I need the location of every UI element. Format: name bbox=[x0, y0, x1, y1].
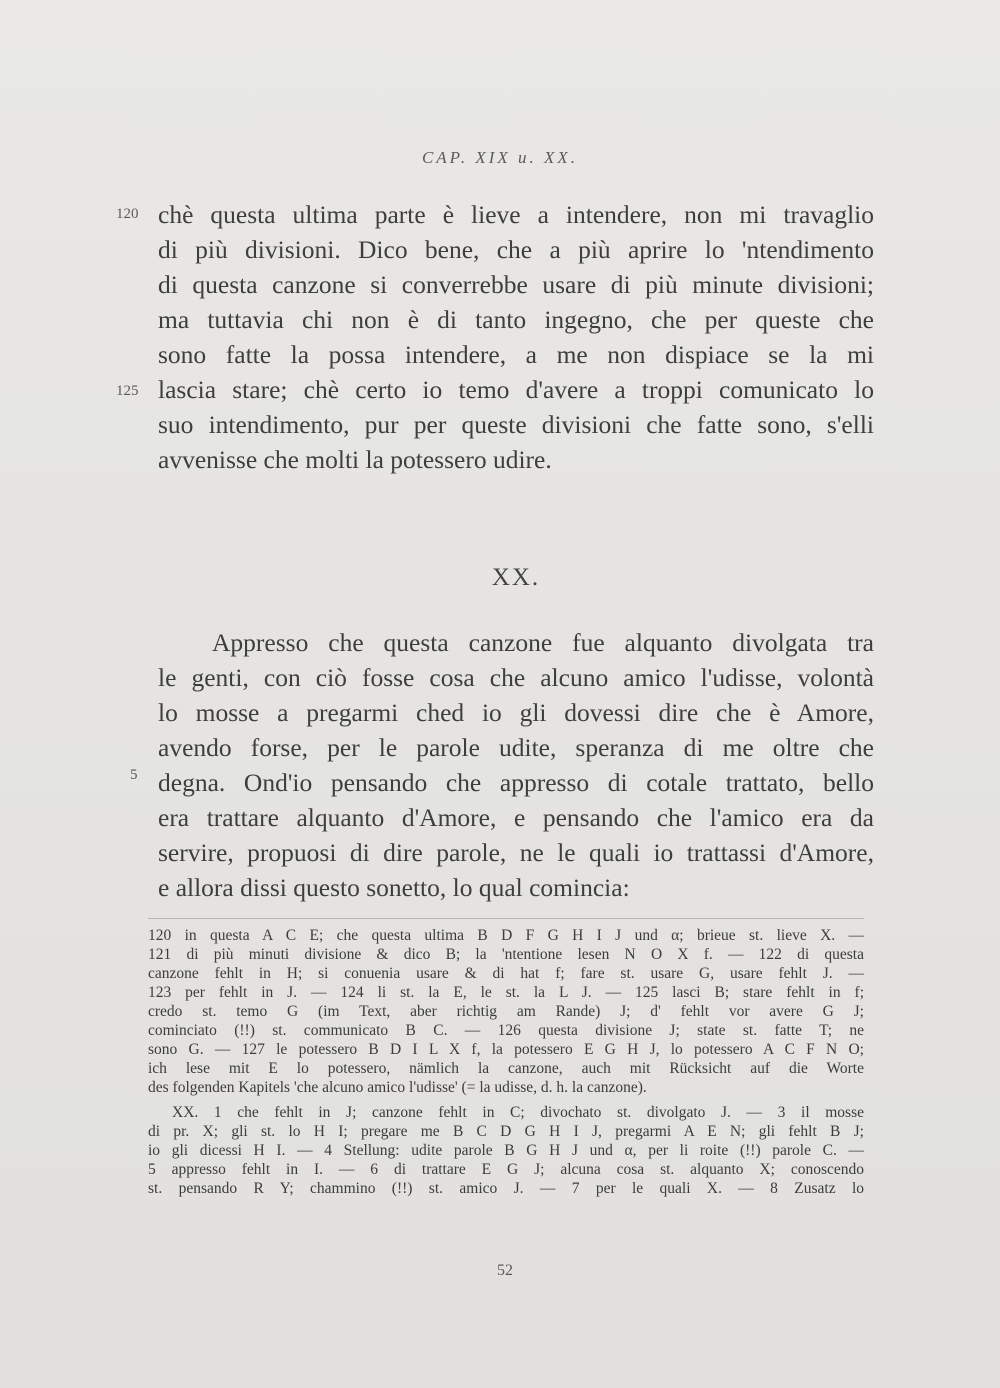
note-line: 123 per fehlt in J. — 124 li st. la E, le st. la L J. — 125 lasci B; stare fehlt in f; bbox=[148, 984, 864, 1001]
note-line: 5 appresso fehlt in I. — 6 di trattare E G J; alcuna cosa st. alquanto X; conoscendo bbox=[148, 1161, 864, 1178]
text-line: avvenisse che molti la potessero udire. bbox=[158, 445, 552, 474]
text-line: lascia stare; chè certo io temo d'avere a troppi comunicato lo bbox=[158, 375, 874, 404]
text-line: era trattare alquanto d'Amore, e pensando che l'amico era da bbox=[158, 803, 874, 832]
line-number-125: 125 bbox=[116, 383, 139, 399]
section-heading: XX. bbox=[491, 564, 541, 591]
text-line: lo mosse a pregarmi ched io gli dovessi dire che è Amore, bbox=[158, 698, 874, 727]
footnote-divider bbox=[148, 918, 864, 919]
note-line: ich lese mit E lo potessero, nämlich la canzone, auch mit Rücksicht auf die Worte bbox=[148, 1060, 864, 1077]
note-line: st. pensando R Y; chammino (!!) st. amico J. — 7 per le quali X. — 8 Zusatz lo bbox=[148, 1180, 864, 1197]
note-line: canzone fehlt in H; si conuenia usare & di hat f; fare st. usare G, usare fehlt J. — bbox=[148, 965, 864, 982]
note-line: cominciato (!!) st. communicato B C. — 126 questa divisione J; state st. fatte T; ne bbox=[148, 1022, 864, 1039]
note-line: credo st. temo G (im Text, aber richtig am Rande) J; d' fehlt vor avere G J; bbox=[148, 1003, 864, 1020]
text-line: ma tuttavia chi non è di tanto ingegno, che per queste che bbox=[158, 305, 874, 334]
note-line: des folgenden Kapitels 'che alcuno amico l'udisse' (= la udisse, d. h. la canzone). bbox=[148, 1079, 647, 1096]
text-line: Appresso che questa canzone fue alquanto divolgata tra bbox=[212, 628, 874, 657]
line-number-5: 5 bbox=[130, 767, 138, 783]
page-number: 52 bbox=[497, 1262, 513, 1279]
text-line: di più divisioni. Dico bene, che a più aprire lo 'ntendimento bbox=[158, 235, 874, 264]
note-line: sono G. — 127 le potessero B D I L X f, la potessero E G H J, lo potessero A C F N O; bbox=[148, 1041, 864, 1058]
text-line: e allora dissi questo sonetto, lo qual comincia: bbox=[158, 873, 630, 902]
text-line: suo intendimento, pur per queste divisioni che fatte sono, s'elli bbox=[158, 410, 874, 439]
text-line: di questa canzone si converrebbe usare di più minute divisioni; bbox=[158, 270, 874, 299]
text-line: servire, propuosi di dire parole, ne le quali io trattassi d'Amore, bbox=[158, 838, 874, 867]
note-line: io gli dicessi H I. — 4 Stellung: udite parole B G H J und α, per li roite (!!) parole C. — bbox=[148, 1142, 864, 1159]
text-line: avendo forse, per le parole udite, speranza di me oltre che bbox=[158, 733, 874, 762]
line-number-120: 120 bbox=[116, 206, 139, 222]
text-line: le genti, con ciò fosse cosa che alcuno amico l'udisse, volontà bbox=[158, 663, 874, 692]
note-line: XX. 1 che fehlt in J; canzone fehlt in C; divochato st. divolgato J. — 3 il mosse bbox=[172, 1104, 864, 1121]
running-head: CAP. XIX u. XX. bbox=[421, 148, 579, 167]
text-line: sono fatte la possa intendere, a me non dispiace se la mi bbox=[158, 340, 874, 369]
text-line: chè questa ultima parte è lieve a intendere, non mi travaglio bbox=[158, 200, 874, 229]
note-line: di pr. X; gli st. lo H I; pregare me B C D G H I J, pregarmi A E N; gli fehlt B J; bbox=[148, 1123, 864, 1140]
text-line: degna. Ond'io pensando che appresso di cotale trattato, bello bbox=[158, 768, 874, 797]
note-line: 121 di più minuti divisione & dico B; la 'ntentione lesen N O X f. — 122 di questa bbox=[148, 946, 864, 963]
note-line: 120 in questa A C E; che questa ultima B D F G H I J und α; brieue st. lieve X. — bbox=[148, 927, 864, 944]
